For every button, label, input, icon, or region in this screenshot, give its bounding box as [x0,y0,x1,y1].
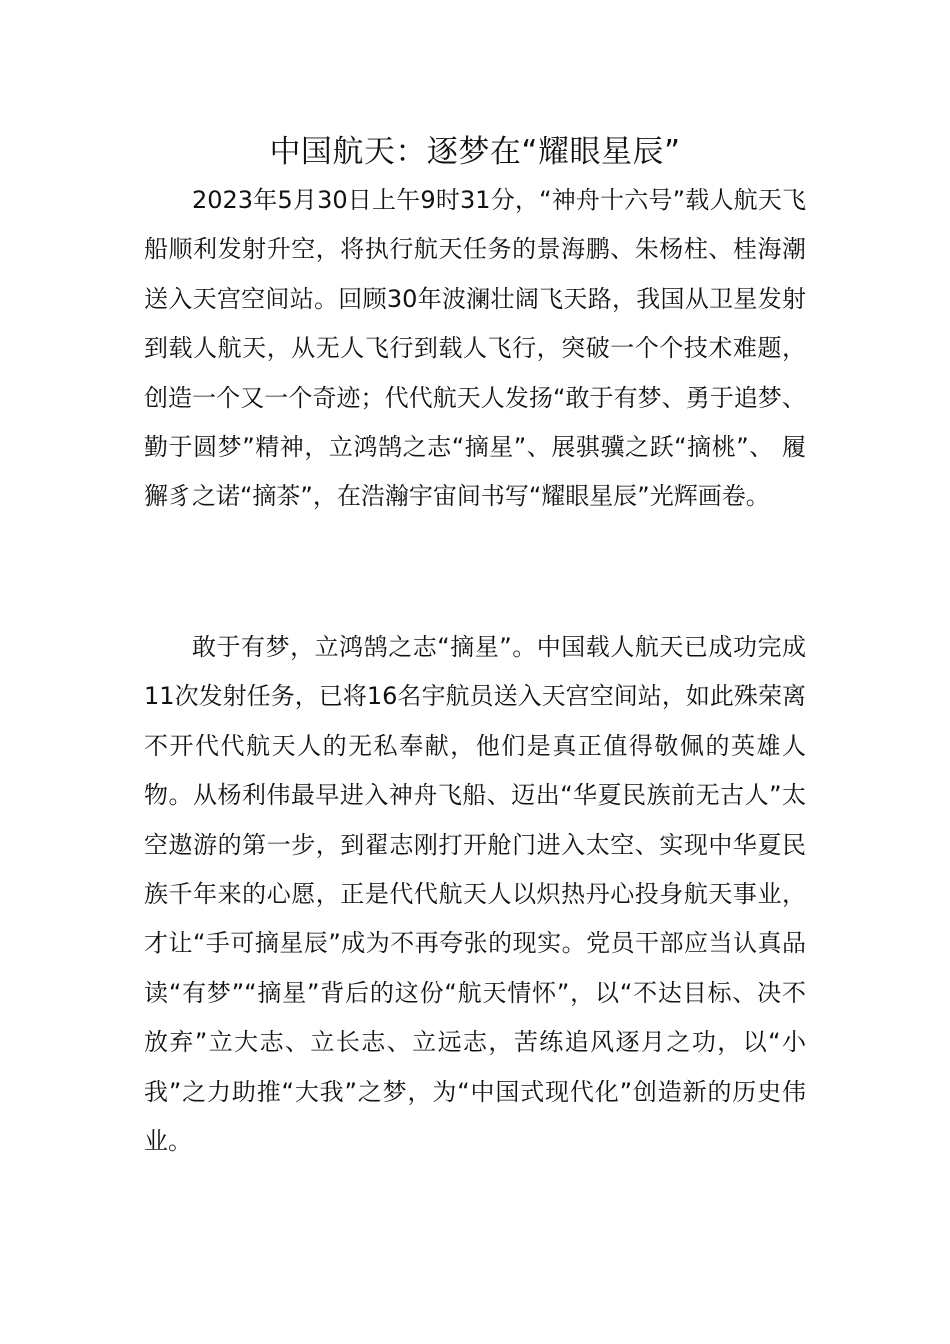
paragraph-2: 敢于有梦，立鸿鹄之志“摘星”。中国载人航天已成功完成11次发射任务，已将16名宇航员送入天宫空间站，如此殊荣离不开代代航天人的无私奉献，他们是真正值得敬佩的英雄人物。从杨利伟最早进入神舟飞船、迈出“华夏民族前无古人”太空遨游的第一步，到翟志刚打开舱门进入太空、实现中华夏民族千年来的心愿，正是代代航天人以炽热丹心投身航天事业，才让“手可摘星辰”成为不再夸张的现实。党员干部应当认真品读“有梦”“摘星”背后的这份“航天情怀”，以“不达目标、决不放弃”立大志、立长志、立远志，苦练追风逐月之功，以“小我”之力助推“大我”之梦，为“中国式现代化”创造新的历史伟业。 [144,633,806,1156]
document-title: 中国航天：逐梦在“耀眼星辰” [269,134,681,170]
paragraph-1: 2023年5月30日上午9时31分，“神舟十六号”载人航天飞船顺利发射升空，将执行航天任务的景海鹏、朱杨柱、桂海潮送入天宫空间站。回顾30年波澜壮阔飞天路，我国从卫星发射到载人航天，从无人飞行到载人飞行，突破一个个技术难题，创造一个又一个奇迹；代代航天人发扬“敢于有梦、勇于追梦、勤于圆梦”精神，立鸿鹄之志“摘星”、展骐骥之跃“摘桃”、 履獬豸之诺“摘茶”，在浩瀚宇宙间书写“耀眼星辰”光辉画卷。 [144,186,806,511]
